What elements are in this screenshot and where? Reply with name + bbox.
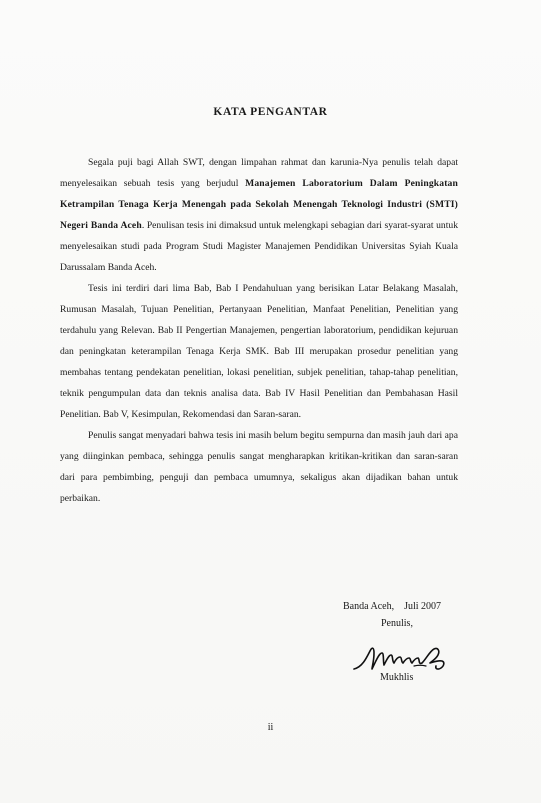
signature-image xyxy=(352,641,448,675)
author-role: Penulis, xyxy=(381,618,413,629)
thesis-title: Manajemen Laboratorium Dalam Peningkatan Ketrampilan Tenaga Kerja Menengah pada Sekolah Menengah Teknologi Industri (SMTI) Negeri Banda Aceh xyxy=(60,178,458,231)
body-text xyxy=(60,152,458,509)
page-number: ii xyxy=(267,722,274,733)
page-title: KATA PENGANTAR xyxy=(213,106,328,118)
paragraph-1-rest: . Penulisan tesis ini dimaksud untuk melengkapi sebagian dari syarat-syarat untuk menyelesaikan studi pada Program Studi Magister Manajemen Pendidikan Universitas Syiah Kuala Darussalam Banda Aceh. xyxy=(60,220,458,273)
paragraph-1-intro: Segala puji bagi Allah SWT, dengan limpahan rahmat dan karunia-Nya penulis telah dapat menyelesaikan sebuah tesis yang berjudul xyxy=(60,157,458,189)
place-date: Banda Aceh, Juli 2007 xyxy=(343,601,442,612)
author-name: Mukhlis xyxy=(380,672,414,683)
paragraph-1 xyxy=(60,152,458,278)
paragraph-2: Tesis ini terdiri dari lima Bab, Bab I Pendahuluan yang berisikan Latar Belakang Masalah, Rumusan Masalah, Tujuan Penelitian, Pertanyaan Penelitian, Manfaat Penelitian, Penelitian yang terdahulu yang Relevan. Bab II Pengertian Manajemen, pengertian laboratorium, pendidikan kejuruan dan peningkatan keterampilan Tenaga Kerja SMK. Bab III merupakan prosedur penelitian yang membahas tentang pendekatan penelitian, lokasi penelitian, subjek penelitian, tahap-tahap penelitian, teknik pengumpulan data dan teknis analisa data. Bab IV Hasil Penelitian dan Pembahasan Hasil Penelitian. Bab V, Kesimpulan, Rekomendasi dan Saran-saran. xyxy=(60,283,458,420)
paragraph-3: Penulis sangat menyadari bahwa tesis ini masih belum begitu sempurna dan masih jauh dari apa yang diinginkan pembaca, sehingga penulis sangat mengharapkan kritikan-kritikan dan saran-saran dari para pembimbing, penguji dan pembaca umumnya, sekaligus akan dijadikan bahan untuk perbaikan. xyxy=(60,430,458,504)
